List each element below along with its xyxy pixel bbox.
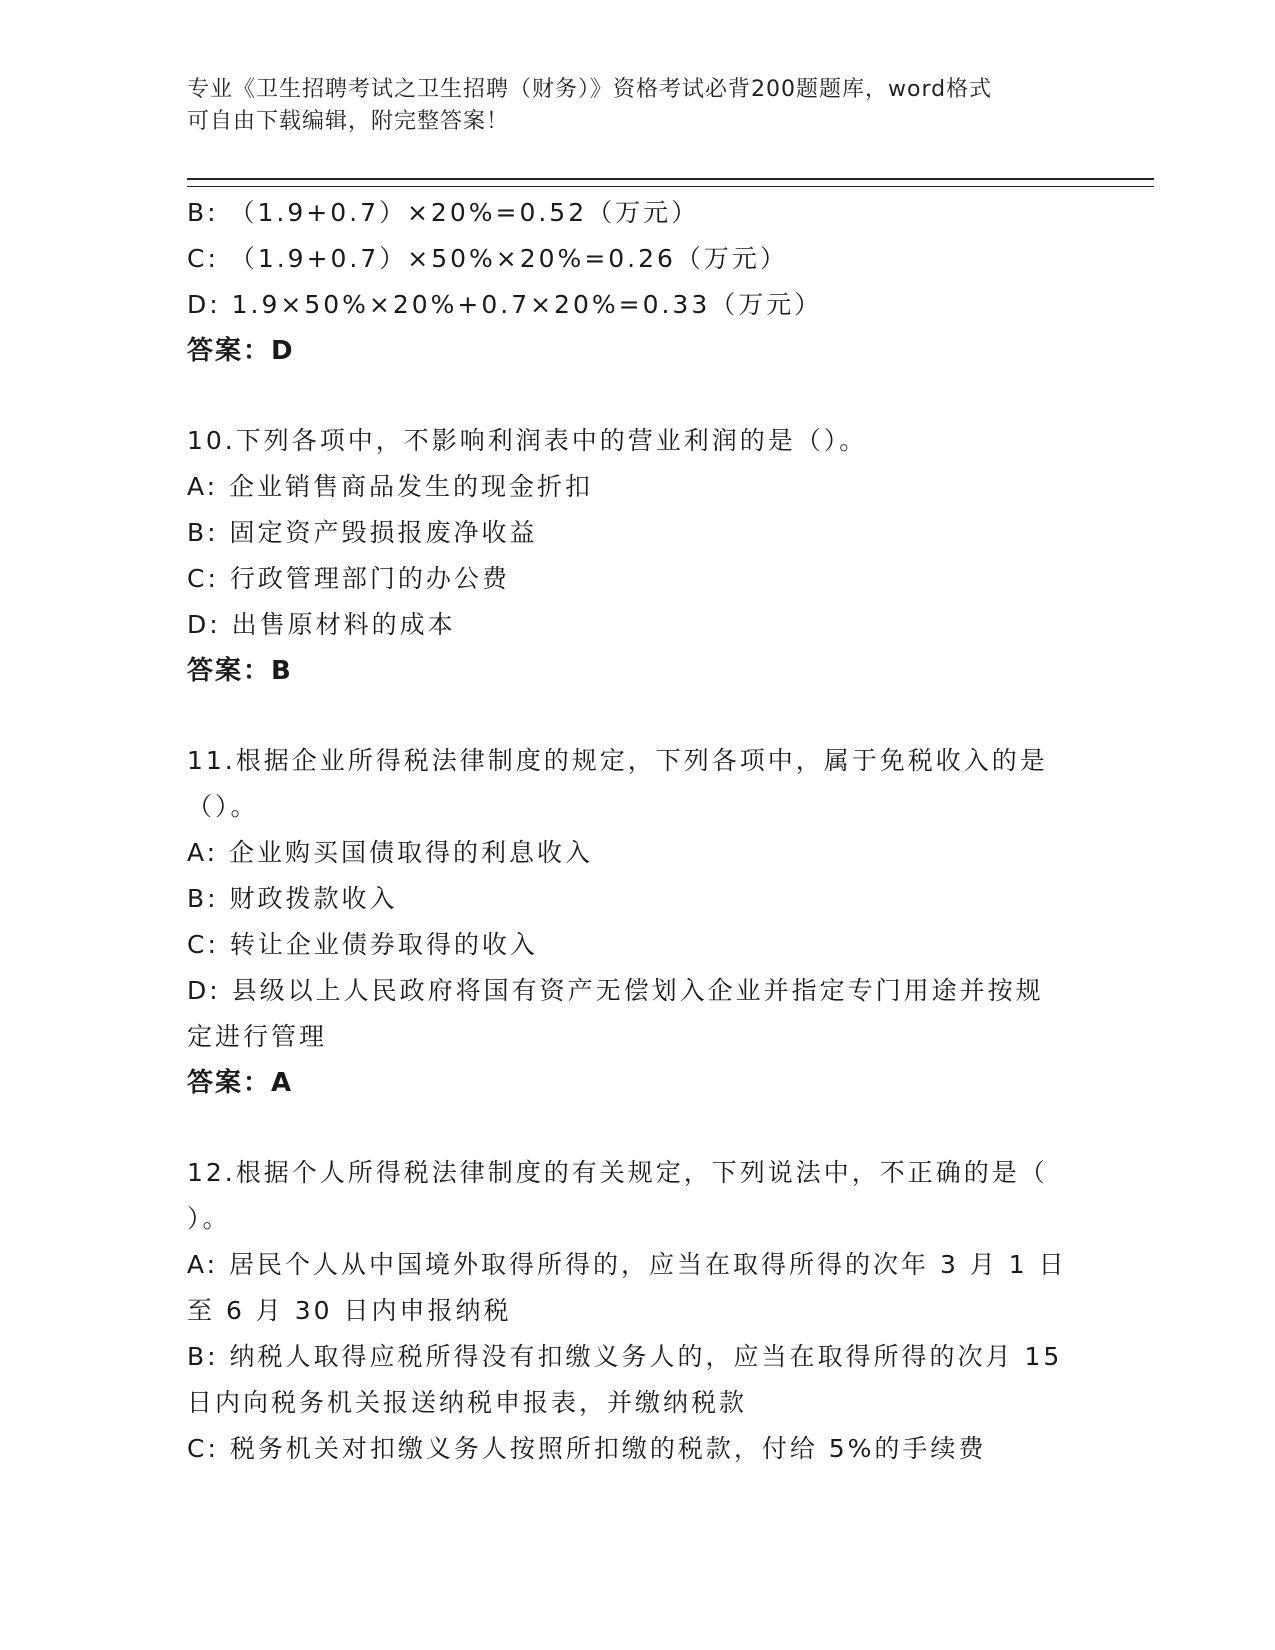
- question-10-option-b: B: 固定资产毁损报废净收益: [187, 518, 538, 547]
- question-11-option-b: B: 财政拨款收入: [187, 884, 398, 913]
- question-12-stem: 12.根据个人所得税法律制度的有关规定，下列说法中，不正确的是（: [187, 1158, 1048, 1187]
- spacer: [187, 374, 1087, 418]
- question-10-option-c: C: 行政管理部门的办公费: [187, 564, 510, 593]
- question-12: [187, 1150, 1087, 1472]
- question-9-option-b: B: （1.9+0.7）×20%=0.52（万元）: [187, 198, 700, 227]
- spacer: [187, 1106, 1087, 1150]
- question-9-option-d: D: 1.9×50%×20%+0.7×20%=0.33（万元）: [187, 290, 823, 319]
- question-12-option-b-cont: 日内向税务机关报送纳税申报表，并缴纳税款: [187, 1388, 748, 1417]
- spacer: [187, 694, 1087, 738]
- question-10-option-d: D: 出售原材料的成本: [187, 610, 456, 639]
- question-12-option-b: B: 纳税人取得应税所得没有扣缴义务人的，应当在取得所得的次月 15: [187, 1342, 1063, 1371]
- question-list: [187, 190, 1087, 1472]
- question-10-stem: 10.下列各项中，不影响利润表中的营业利润的是（）。: [187, 426, 868, 455]
- question-11-stem-cont: （）。: [187, 792, 259, 821]
- question-9: [187, 190, 1087, 374]
- question-11-stem: 11.根据企业所得税法律制度的规定，下列各项中，属于免税收入的是: [187, 746, 1048, 775]
- question-12-option-c: C: 税务机关对扣缴义务人按照所扣缴的税款，付给 5%的手续费: [187, 1434, 987, 1463]
- question-11-option-d: D: 县级以上人民政府将国有资产无偿划入企业并指定专门用途并按规: [187, 976, 1044, 1005]
- question-11-answer: 答案：A: [187, 1068, 294, 1098]
- question-11: [187, 738, 1087, 1106]
- question-9-option-c: C: （1.9+0.7）×50%×20%=0.26（万元）: [187, 244, 788, 273]
- question-11-option-d-cont: 定进行管理: [187, 1022, 328, 1051]
- question-10-option-a: A: 企业销售商品发生的现金折扣: [187, 472, 594, 501]
- header-line-1: 专业《卫生招聘考试之卫生招聘（财务）》资格考试必背200题题库，word格式: [187, 77, 993, 102]
- header-divider: [187, 178, 1154, 187]
- question-12-stem-cont: ）。: [187, 1204, 231, 1233]
- header-line-2: 可自由下载编辑，附完整答案！: [187, 109, 510, 134]
- page-header: [187, 74, 1067, 138]
- question-12-option-a-cont: 至 6 月 30 日内申报纳税: [187, 1296, 512, 1325]
- question-9-answer: 答案：D: [187, 336, 295, 366]
- question-10-answer: 答案：B: [187, 656, 293, 686]
- question-12-option-a: A: 居民个人从中国境外取得所得的，应当在取得所得的次年 3 月 1 日: [187, 1250, 1067, 1279]
- question-10: [187, 418, 1087, 694]
- question-11-option-c: C: 转让企业债券取得的收入: [187, 930, 538, 959]
- question-11-option-a: A: 企业购买国债取得的利息收入: [187, 838, 594, 867]
